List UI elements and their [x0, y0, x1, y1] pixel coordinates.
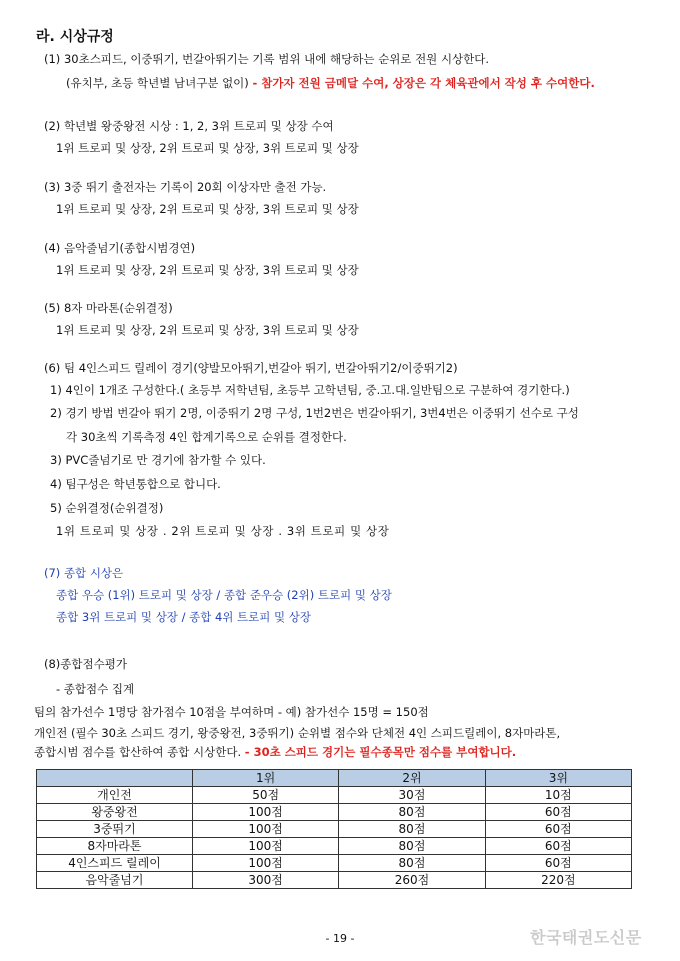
table-cell: 60점 — [485, 804, 631, 821]
rule-8-para-2: 개인전 (필수 30초 스피드 경기, 왕중왕전, 3중뛰기) 순위별 점수와 단체전 4인 스피드릴레이, 8자마라톤, — [34, 726, 561, 740]
table-cell: 음악줄넘기 — [37, 872, 193, 889]
rule-6-award: 1위 트로피 및 상장 . 2위 트로피 및 상장 . 3위 트로피 및 상장 — [56, 524, 390, 538]
rule-8-title: (8)종합점수평가 — [44, 657, 127, 671]
table-cell: 왕중왕전 — [37, 804, 193, 821]
table-cell: 3중뛰기 — [37, 821, 193, 838]
rule-4-award: 1위 트로피 및 상장, 2위 트로피 및 상장, 3위 트로피 및 상장 — [56, 263, 359, 277]
rule-8-para-3-text: 종합시범 점수를 합산하여 종합 시상한다. — [34, 745, 245, 759]
rule-3-award: 1위 트로피 및 상장, 2위 트로피 및 상장, 3위 트로피 및 상장 — [56, 202, 359, 216]
rule-6-item-2b: 각 30초씩 기록측정 4인 합계기록으로 순위를 결정한다. — [66, 430, 347, 444]
table-cell: 300점 — [193, 872, 339, 889]
rule-7-line-2: 종합 3위 트로피 및 상장 / 종합 4위 트로피 및 상장 — [56, 610, 312, 624]
watermark: 한국태권도신문 — [530, 928, 642, 947]
table-cell: 100점 — [193, 855, 339, 872]
table-header-cell: 1위 — [193, 770, 339, 787]
table-cell: 100점 — [193, 838, 339, 855]
table-cell: 260점 — [339, 872, 485, 889]
table-cell: 50점 — [193, 787, 339, 804]
table-cell: 80점 — [339, 821, 485, 838]
rule-8-subtitle: - 종합점수 집계 — [56, 682, 135, 696]
table-row — [37, 787, 632, 804]
table-cell: 8자마라톤 — [37, 838, 193, 855]
rule-5-award: 1위 트로피 및 상장, 2위 트로피 및 상장, 3위 트로피 및 상장 — [56, 323, 359, 337]
rule-1-line-1: (1) 30초스피드, 이중뛰기, 번갈아뛰기는 기록 범위 내에 해당하는 순위로 전원 시상한다. — [44, 52, 490, 66]
rule-7-line-1: 종합 우승 (1위) 트로피 및 상장 / 종합 준우승 (2위) 트로피 및 상장 — [56, 588, 392, 602]
table-cell: 80점 — [339, 804, 485, 821]
table-row — [37, 838, 632, 855]
rule-4-title: (4) 음악줄넘기(종합시범경연) — [44, 241, 196, 255]
rule-8-para-1: 팀의 참가선수 1명당 참가점수 10점을 부여하며 - 예) 참가선수 15명 = 150점 — [34, 705, 429, 719]
table-cell: 220점 — [485, 872, 631, 889]
page-number: - 19 - — [325, 932, 355, 945]
table-row — [37, 821, 632, 838]
rule-7-title: (7) 종합 시상은 — [44, 566, 124, 580]
table-cell: 100점 — [193, 821, 339, 838]
rule-8-para-3 — [34, 745, 516, 760]
rule-8-red-note: - 30초 스피드 경기는 필수종목만 점수를 부여합니다. — [244, 745, 517, 759]
table-cell: 60점 — [485, 855, 631, 872]
table-header-cell — [37, 770, 193, 787]
rule-5-title: (5) 8자 마라톤(순위결정) — [44, 301, 173, 315]
rule-6-item-5: 5) 순위결정(순위결정) — [50, 501, 164, 515]
table-cell: 100점 — [193, 804, 339, 821]
rule-2-title: (2) 학년별 왕중왕전 시상 : 1, 2, 3위 트로피 및 상장 수여 — [44, 119, 334, 133]
rule-2-award: 1위 트로피 및 상장, 2위 트로피 및 상장, 3위 트로피 및 상장 — [56, 141, 359, 155]
table-cell: 60점 — [485, 838, 631, 855]
rule-1-red-note: - 참가자 전원 금메달 수여, 상장은 각 체육관에서 작성 후 수여한다. — [252, 76, 595, 90]
table-cell: 4인스피드 릴레이 — [37, 855, 193, 872]
table-row — [37, 804, 632, 821]
table-cell: 개인전 — [37, 787, 193, 804]
table-header-cell: 3위 — [485, 770, 631, 787]
section-title: 라. 시상규정 — [36, 29, 114, 45]
table-cell: 80점 — [339, 855, 485, 872]
table-cell: 10점 — [485, 787, 631, 804]
table-row — [37, 872, 632, 889]
table-cell: 80점 — [339, 838, 485, 855]
table-cell: 30점 — [339, 787, 485, 804]
table-row — [37, 855, 632, 872]
table-header-row — [37, 770, 632, 787]
rule-6-title: (6) 팀 4인스피드 릴레이 경기(양발모아뛰기,번갈아 뛰기, 번갈아뛰기2/이중뛰기2) — [44, 361, 458, 375]
rule-3-title: (3) 3중 뛰기 출전자는 기록이 20회 이상자만 출전 가능. — [44, 180, 327, 194]
rule-1-note: (유치부, 초등 학년별 남녀구분 없이) — [66, 76, 253, 90]
rule-6-item-1: 1) 4인이 1개조 구성한다.( 초등부 저학년팀, 초등부 고학년팀, 중.고.대.일반팀으로 구분하여 경기한다.) — [50, 383, 570, 397]
rule-6-item-2a: 2) 경기 방법 번갈아 뛰기 2명, 이중뛰기 2명 구성, 1번2번은 번갈아뛰기, 3번4번은 이중뛰기 선수로 구성 — [50, 406, 579, 420]
table-header-cell: 2위 — [339, 770, 485, 787]
rule-1-line-2 — [66, 76, 595, 91]
rule-6-item-3: 3) PVC줄넘기로 만 경기에 참가할 수 있다. — [50, 453, 266, 467]
table-cell: 60점 — [485, 821, 631, 838]
rule-6-item-4: 4) 팀구성은 학년통합으로 합니다. — [50, 477, 221, 491]
score-table — [36, 769, 632, 889]
